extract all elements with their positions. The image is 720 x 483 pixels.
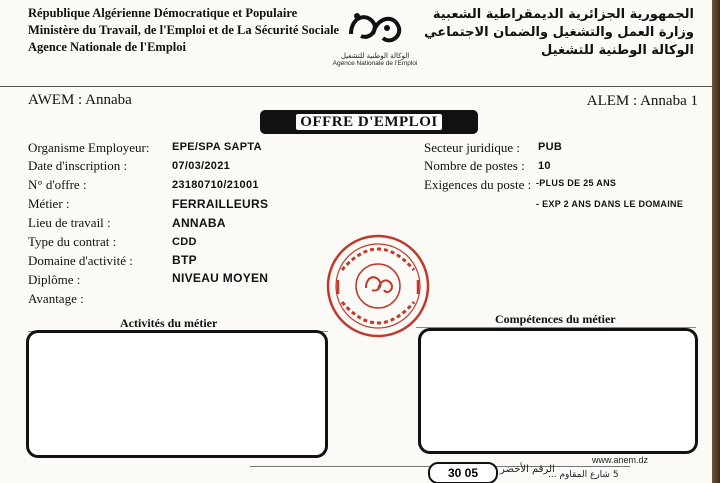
header-fr-line-1: République Algérienne Démocratique et Populaire (28, 6, 298, 20)
header-fr-line-2: Ministère du Travail, de l'Emploi et de La Sécurité Sociale (28, 23, 340, 37)
activites-box (26, 330, 328, 458)
value-exigences-2: - EXP 2 ANS DANS LE DOMAINE (536, 199, 684, 209)
offer-title: OFFRE D'EMPLOI (296, 114, 441, 130)
value-organisme: EPE/SPA SAPTA (172, 141, 262, 153)
value-exigences-1: -PLUS DE 25 ANS (536, 178, 617, 188)
value-date: 07/03/2021 (172, 160, 231, 172)
footer-address: 5 شارع المقاوم ... (548, 470, 619, 480)
label-avantage: Avantage : (28, 291, 84, 306)
offer-title-banner (262, 112, 476, 132)
header-ar-line-1: الجمهورية الجزائرية الديمقراطية الشعبية (432, 7, 694, 22)
value-lieu: ANNABA (172, 216, 226, 230)
label-diplome: Diplôme : (28, 272, 81, 287)
label-organisme: Organisme Employeur: (28, 140, 150, 155)
value-metier: FERRAILLEURS (172, 197, 269, 211)
value-domaine: BTP (172, 253, 197, 267)
table-background-edge (712, 0, 720, 483)
green-number-badge: 30 05 (428, 462, 498, 483)
header-divider (0, 86, 712, 87)
value-offre-number: 23180710/21001 (172, 179, 259, 191)
official-stamp-icon (322, 230, 434, 342)
label-contrat: Type du contrat : (28, 234, 117, 249)
value-contrat: CDD (172, 236, 197, 248)
header-fr-line-3: Agence Nationale de l'Emploi (28, 40, 186, 54)
section-title-activites: Activités du métier (120, 316, 218, 330)
section-title-competences: Compétences du métier (495, 312, 616, 326)
anem-logo-icon (343, 4, 407, 52)
label-offre-number: N° d'offre : (28, 177, 87, 192)
value-postes: 10 (538, 160, 551, 172)
awem-label: AWEM : Annaba (28, 92, 132, 108)
green-number-label: الرقم الأخضر (500, 464, 555, 475)
label-postes: Nombre de postes : (424, 158, 525, 173)
alem-label: ALEM : Annaba 1 (586, 93, 698, 109)
label-metier: Métier : (28, 196, 70, 211)
value-secteur: PUB (538, 141, 563, 153)
anem-logo (325, 4, 425, 80)
website-url: www.anem.dz (592, 455, 649, 465)
logo-french-text: Agence Nationale de l'Emploi (332, 60, 418, 67)
value-diplome: NIVEAU MOYEN (172, 271, 269, 285)
label-secteur: Secteur juridique : (424, 140, 521, 155)
header-ar-line-2: وزارة العمل والتشغيل والضمان الاجتماعي (424, 25, 694, 40)
competences-box (418, 328, 698, 454)
header-french (28, 5, 339, 56)
header-arabic (424, 6, 694, 60)
label-lieu: Lieu de travail : (28, 215, 111, 230)
logo-arabic-text: الوكالة الوطنية للتشغيل (340, 52, 410, 60)
header-ar-line-3: الوكالة الوطنية للتشغيل (541, 43, 694, 58)
label-exigences: Exigences du poste : (424, 177, 532, 192)
label-domaine: Domaine d'activité : (28, 253, 133, 268)
label-date: Date d'inscription : (28, 158, 128, 173)
